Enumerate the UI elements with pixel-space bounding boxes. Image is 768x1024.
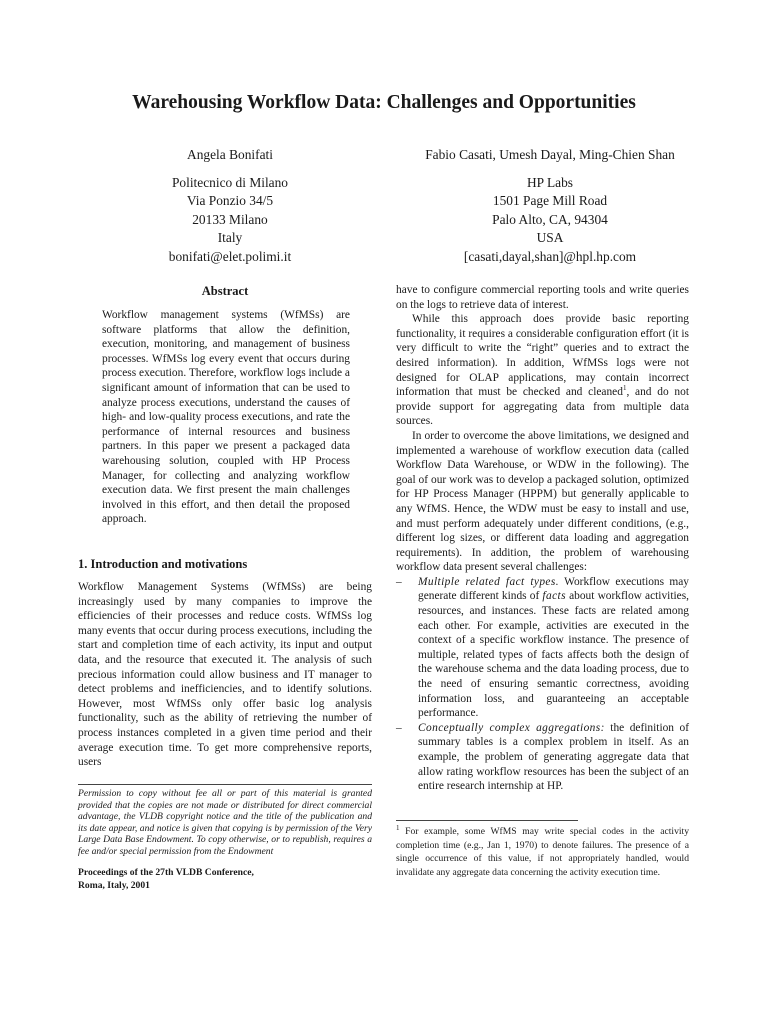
proceedings-note (78, 866, 372, 892)
list-item-title: Conceptually complex aggregations: (418, 721, 605, 734)
paper-title: Warehousing Workflow Data: Challenges and Opportunities (132, 92, 636, 113)
author-email: [casati,dayal,shan]@hpl.hp.com (463, 248, 637, 264)
dash-bullet: – (396, 721, 402, 734)
author-country: Italy (217, 230, 243, 245)
dash-bullet: – (396, 575, 402, 588)
right-column (396, 283, 689, 794)
author-address-1: 1501 Page Mill Road (492, 193, 608, 208)
footnote-number: 1 (396, 823, 400, 832)
paragraph-2 (396, 312, 689, 429)
paragraph-2-text-cont: , and do not provide support for aggregating data from multiple data sources. (396, 386, 689, 428)
author-name: Angela Bonifati (187, 147, 273, 162)
list-item-title: Multiple related fact types. (418, 575, 559, 588)
author-country: USA (536, 230, 564, 245)
author-email: bonifati@elet.polimi.it (168, 248, 292, 264)
list-item-text: the definition of summary tables is a complex problem in itself. As an example, the problem of generating aggregate data that allow rating workflow resources has been the subject of an entire research internship at HP. (418, 721, 689, 793)
author-name: Fabio Casati, Umesh Dayal, Ming-Chien Shan (425, 147, 675, 162)
section-heading: 1. Introduction and motivations (78, 557, 248, 571)
intro-paragraph: Workflow Management Systems (WfMSs) are being increasingly used by many companies to improve the efficiencies of their processes and reduce costs. WfMSs log many events that occur during process executions, including the start and completion time of each activity, its input and output data, and the resource that executed it. The analysis of such precious information could allow business and IT manager to detect problems and inefficiencies, and to identify solutions. However, most WfMSs only offer basic log analysis functionality, such as the ability of retrieving the number of process instances completed in a given time period and their average execution time. To get more comprehensive reports, users (78, 581, 372, 769)
footnote-divider (396, 820, 578, 821)
abstract-text: Workflow management systems (WfMSs) are software platforms that allow the definition, execution, monitoring, and management of business processes. WfMSs log every event that occurs during process execution. Therefore, workflow logs include a significant amount of information that can be used to analyze process executions, understand the causes of high- and low-quality process executions, and rate the performance of internal resources and business partners. In this paper we present a packaged data warehousing solution, coupled with HP Process Manager, for collecting and analyzing workflow execution data. We first present the main challenges involved in this effort, and then detail the proposed approach. (102, 309, 350, 526)
list-item (396, 575, 689, 721)
author-address-2: 20133 Milano (192, 211, 268, 227)
author-address-1: Via Ponzio 34/5 (186, 193, 274, 208)
footnote-text: For example, some WfMS may write special codes in the activity completion time (e.g., Jan 1, 1970) to denote failures. The presence of a single occurrence of this value, if not appropriately handled, would invalidate any aggregate data concerning the activity execution time. (396, 826, 689, 878)
proceedings-line-1: Proceedings of the 27th VLDB Conference, (78, 867, 254, 878)
paragraph-2-text: While this approach does provide basic reporting functionality, it requires a considerable configuration effort (it is very difficult to write the “right” queries and to extract the desired information). In addition, WfMSs logs were not designed for OLAP applications, may contain incorrect information that must be checked and cleaned (396, 313, 689, 399)
author-block-1 (130, 146, 330, 266)
paragraph-3: In order to overcome the above limitations, we designed and implemented a warehouse of workflow execution data (called Workflow Data Warehouse, or WDW in the following). The goal of our work was to develop a packaged solution, optimized for HP Process Manager (HPPM) but generally applicable to any WfMS. Hence, the WDW must be easy to install and use, and must perform adequately under different conditions, (e.g., different log sizes, or different data loading and aggregation requirements). In addition, the problem of warehousing workflow data present several challenges: (396, 429, 689, 574)
emphasis-facts: facts (542, 590, 566, 603)
footnote (396, 825, 689, 879)
paragraph-continued: have to configure commercial reporting tools and write queries on the logs to retrieve data of interest. (396, 284, 689, 311)
permission-notice: Permission to copy without fee all or part of this material is granted provided that the copies are not made or distributed for direct commercial advantage, the VLDB copyright notice and the title of the publication and its date appear, and notice is given that copying is by permission of the Very Large Data Base Endowment. To copy otherwise, or to republish, requires a fee and/or special permission from the Endowment (78, 788, 372, 857)
author-affiliation: Politecnico di Milano (171, 174, 289, 190)
permission-divider (78, 784, 372, 785)
author-affiliation: HP Labs (527, 174, 573, 190)
abstract-heading: Abstract (201, 284, 249, 298)
footnote-marker[interactable]: 1 (622, 384, 627, 393)
list-item-text: Workflow executions may generate different kinds of (418, 575, 690, 603)
author-address-2: Palo Alto, CA, 94304 (492, 211, 608, 227)
proceedings-line-2: Roma, Italy, 2001 (78, 880, 150, 891)
list-item (396, 721, 689, 794)
author-block-2 (390, 146, 710, 266)
intro-column (78, 580, 372, 770)
list-item-text-cont: about workflow activities, resources, and instances. These facts are related among each other. For example, activities are executed in the context of a specific workflow instance. The presence of multiple, related types of facts affects both the design of the warehouse schema and the data loading process, due to the need of ensuring semantic correctness, avoiding information loss, and guaranteeing an acceptable performance. (418, 590, 689, 720)
